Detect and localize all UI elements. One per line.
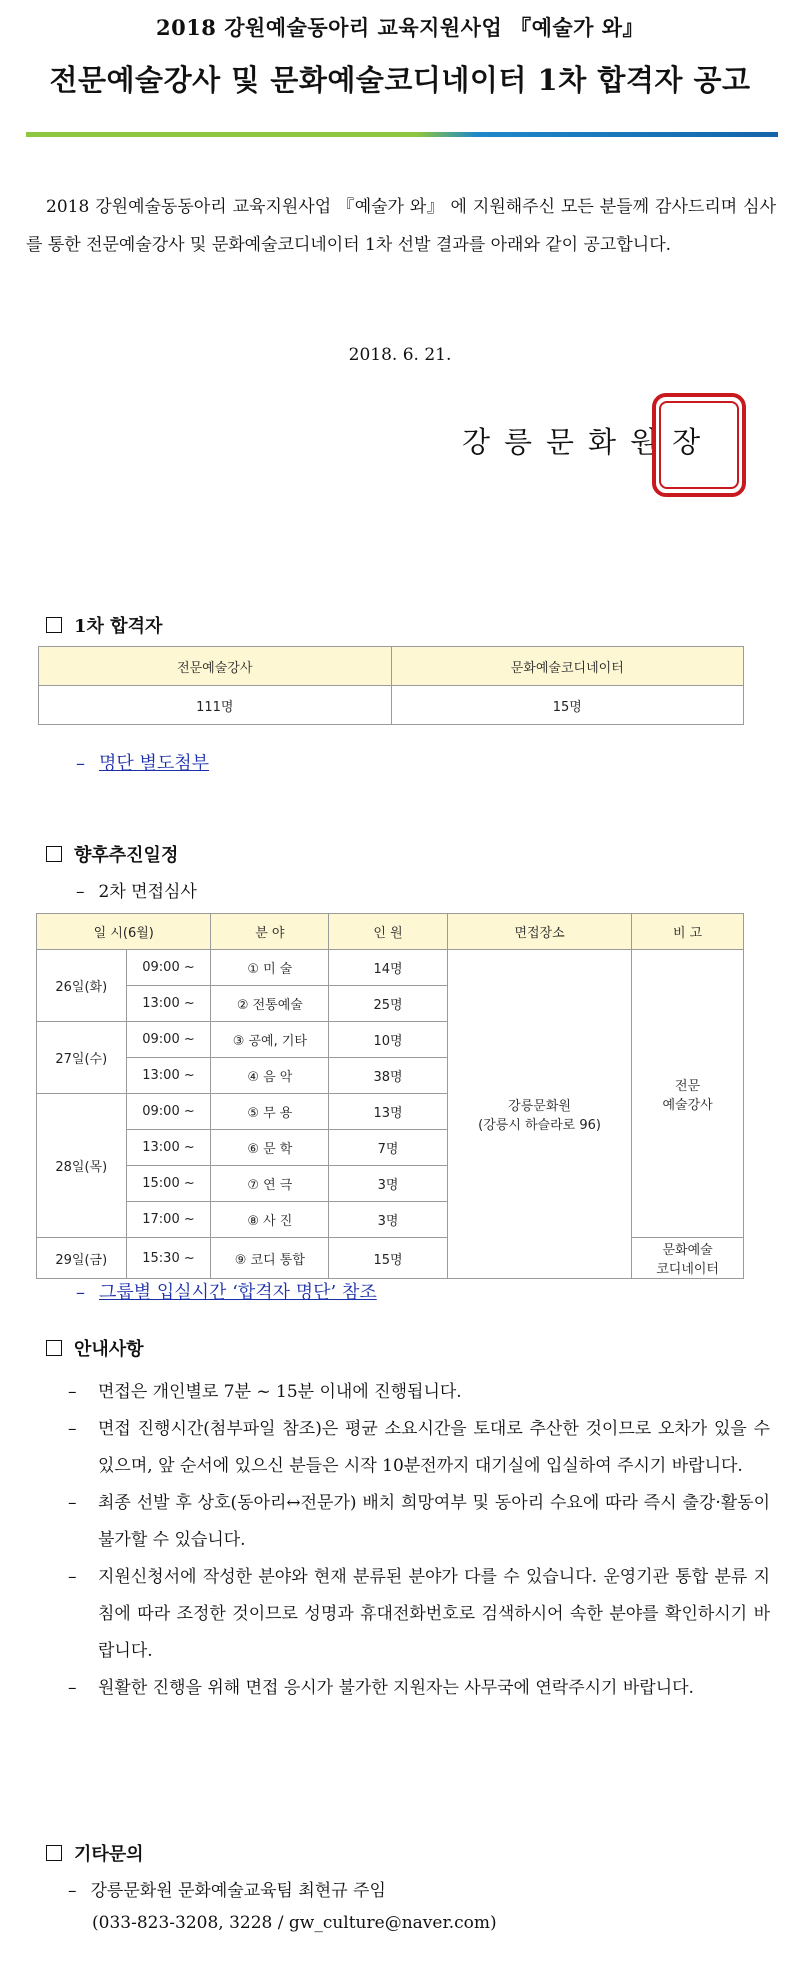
- day-cell: 29일(금): [37, 1238, 127, 1279]
- field-cell: ② 전통예술: [211, 986, 329, 1022]
- table-cell: 111명: [39, 686, 392, 725]
- time-cell: 09:00 ~: [126, 1094, 211, 1130]
- issuer-name: 강릉문화원장: [462, 425, 715, 459]
- field-cell: ⑨ 코디 통합: [211, 1238, 329, 1279]
- count-cell: 3명: [329, 1202, 448, 1238]
- time-cell: 09:00 ~: [126, 1022, 211, 1058]
- table-header-cell: 전문예술강사: [39, 647, 392, 686]
- count-cell: 38명: [329, 1058, 448, 1094]
- header-divider: [26, 132, 778, 137]
- list-item: – 지원신청서에 작성한 분야와 현재 분류된 분야가 다를 수 있습니다. 운영기관 통합 분류 지침에 따라 조정한 것이므로 성명과 휴대전화번호로 검색하시어 속한 분야를 확인하시기 바랍니다.: [68, 1567, 770, 1661]
- table-header-cell: 인 원: [329, 914, 448, 950]
- count-cell: 13명: [329, 1094, 448, 1130]
- note-line: 코디네이터: [656, 1262, 719, 1277]
- interview-schedule-table: [36, 913, 744, 1279]
- time-cell: 09:00 ~: [126, 950, 211, 986]
- day-cell: 27일(수): [37, 1022, 127, 1094]
- schedule-subtitle: – 2차 면접심사: [76, 882, 197, 902]
- field-cell: ③ 공예, 기타: [211, 1022, 329, 1058]
- table-row: [37, 950, 744, 986]
- note-line: 예술강사: [662, 1097, 713, 1113]
- field-cell: ⑤ 무 용: [211, 1094, 329, 1130]
- time-cell: 13:00 ~: [126, 1130, 211, 1166]
- section-passers-heading: 1차 합격자: [46, 612, 162, 638]
- header-title: 전문예술강사 및 문화예술코디네이터 1차 합격자 공고: [49, 63, 751, 97]
- note-line: 문화예술: [662, 1243, 713, 1258]
- announcement-date: 2018. 6. 21.: [348, 345, 452, 365]
- square-bullet-icon: [46, 1340, 62, 1356]
- day-cell: 28일(목): [37, 1094, 127, 1238]
- field-cell: ⑦ 연 극: [211, 1166, 329, 1202]
- field-cell: ⑧ 사 진: [211, 1202, 329, 1238]
- section-contact-heading: 기타문의: [46, 1840, 144, 1866]
- section-guide-heading: 안내사항: [46, 1335, 144, 1361]
- venue-cell: [447, 950, 631, 1279]
- table-cell: 15명: [391, 686, 744, 725]
- table-header-row: [37, 914, 744, 950]
- field-cell: ⑥ 문 학: [211, 1130, 329, 1166]
- note-cell: [632, 950, 744, 1238]
- guide-notes: [68, 1374, 770, 1707]
- passers-table: [38, 646, 744, 725]
- list-item: – 최종 선발 후 상호(동아리↔전문가) 배치 희망여부 및 동아리 수요에 따라 즉시 출강·활동이 불가할 수 있습니다.: [68, 1493, 770, 1550]
- count-cell: 25명: [329, 986, 448, 1022]
- contact-details: (033-823-3208, 3228 / gw_culture@naver.com): [92, 1913, 497, 1933]
- table-header-cell: 일 시(6월): [37, 914, 211, 950]
- field-cell: ① 미 술: [211, 950, 329, 986]
- count-cell: 14명: [329, 950, 448, 986]
- square-bullet-icon: [46, 617, 62, 633]
- count-cell: 15명: [329, 1238, 448, 1279]
- official-seal-stamp: [652, 393, 746, 497]
- attached-list-link[interactable]: – 명단 별도첨부: [76, 753, 210, 774]
- square-bullet-icon: [46, 1845, 62, 1861]
- time-cell: 13:00 ~: [126, 986, 211, 1022]
- square-bullet-icon: [46, 846, 62, 862]
- header-line1: 2018 강원예술동아리 교육지원사업 『예술가 와』: [155, 15, 645, 40]
- count-cell: 10명: [329, 1022, 448, 1058]
- list-item: – 면접은 개인별로 7분 ~ 15분 이내에 진행됩니다.: [68, 1382, 462, 1402]
- time-cell: 15:30 ~: [126, 1238, 211, 1279]
- table-header-cell: 비 고: [632, 914, 744, 950]
- venue-address: (강릉시 하슬라로 96): [478, 1118, 601, 1133]
- venue-name: 강릉문화원: [508, 1099, 571, 1114]
- table-header-cell: 분 야: [211, 914, 329, 950]
- field-cell: ④ 음 악: [211, 1058, 329, 1094]
- list-item: – 원활한 진행을 위해 면접 응시가 불가한 지원자는 사무국에 연락주시기 바랍니다.: [68, 1678, 694, 1698]
- table-header-cell: 면접장소: [447, 914, 631, 950]
- section-schedule-heading: 향후추진일정: [46, 841, 178, 867]
- table-row: [39, 686, 744, 725]
- time-cell: 17:00 ~: [126, 1202, 211, 1238]
- table-header-row: [39, 647, 744, 686]
- list-item: – 면접 진행시간(첨부파일 참조)은 평균 소요시간을 토대로 추산한 것이므로 오차가 있을 수 있으며, 앞 순서에 있으신 분들은 시작 10분전까지 대기실에 입실하여 주시기 바랍니다.: [68, 1419, 770, 1476]
- day-cell: 26일(화): [37, 950, 127, 1022]
- note-line: 전문: [675, 1078, 701, 1094]
- intro-paragraph: 2018 강원예술동동아리 교육지원사업 『예술가 와』 에 지원해주신 모든 분들께 감사드리며 심사를 통한 전문예술강사 및 문화예술코디네이터 1차 선발 결과를 아래와 같이 공고합니다.: [26, 197, 776, 255]
- note-cell: [632, 1238, 744, 1279]
- time-cell: 13:00 ~: [126, 1058, 211, 1094]
- group-entry-time-link[interactable]: – 그룹별 입실시간 ‘합격자 명단’ 참조: [76, 1282, 377, 1303]
- count-cell: 7명: [329, 1130, 448, 1166]
- time-cell: 15:00 ~: [126, 1166, 211, 1202]
- table-header-cell: 문화예술코디네이터: [391, 647, 744, 686]
- contact-person: – 강릉문화원 문화예술교육팀 최현규 주임: [68, 1881, 386, 1901]
- table-row: [37, 1238, 744, 1279]
- count-cell: 3명: [329, 1166, 448, 1202]
